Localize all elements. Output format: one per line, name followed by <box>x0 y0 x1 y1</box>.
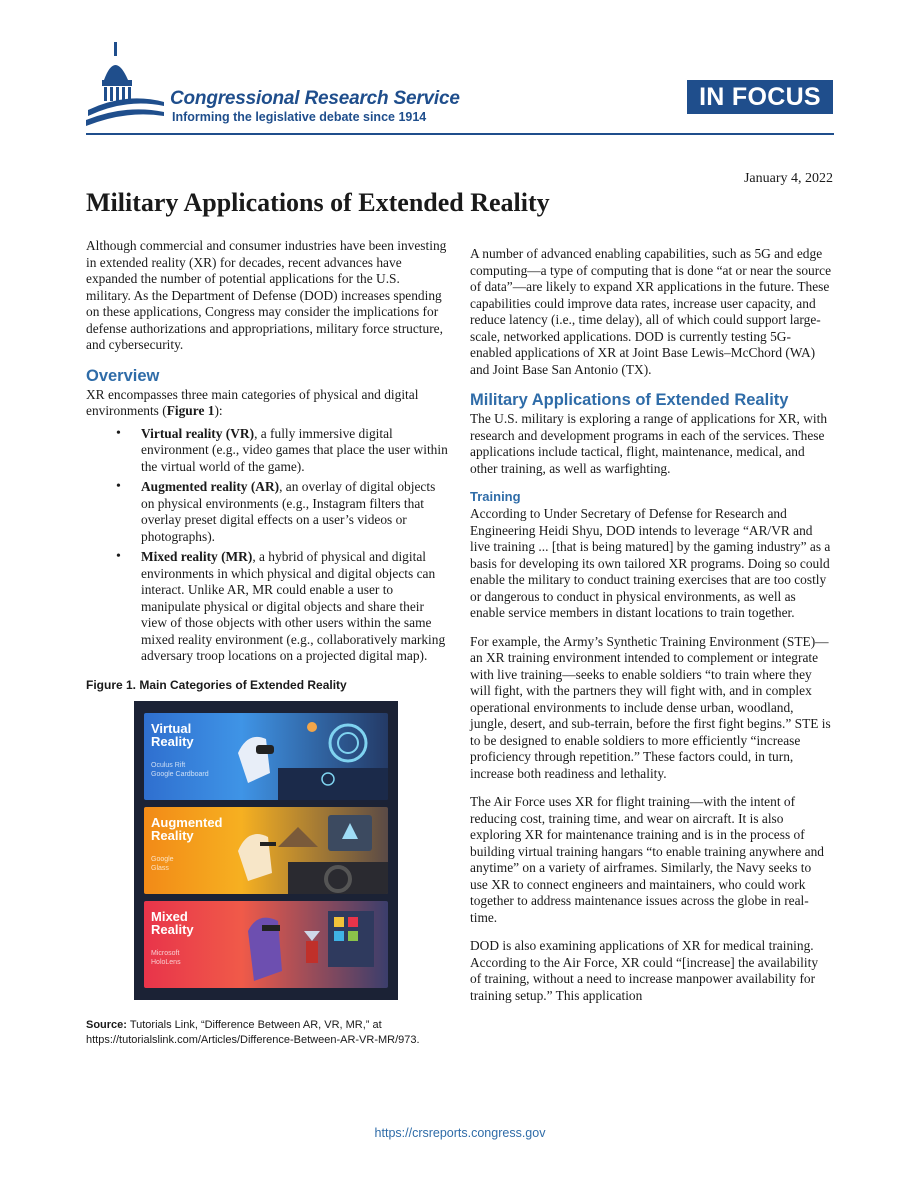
list-item: • Augmented reality (AR), an overlay of digital objects on physical environments (e.g., Instagram filters that overlay preset digital effects on a user’s videos or photographs). <box>86 479 448 545</box>
overview-paragraph: XR encompasses three main categories of physical and digital environments (Figure 1): <box>86 386 419 418</box>
in-focus-badge: IN FOCUS <box>687 80 833 114</box>
training-heading: Training <box>470 489 521 504</box>
left-column <box>86 238 448 1048</box>
org-name: Congressional Research Service <box>170 88 460 109</box>
publication-date: January 4, 2022 <box>743 171 833 186</box>
training-paragraph-2: For example, the Army’s Synthetic Training Environment (STE)—an XR training environment intended to complement or integrate with live training—seeks to enable soldiers “to train where they will fight, with the partners they will fight with, and in complex operational environments to include dense urban, woodland, jungle, desert, and sub-terrain, before the first fight begins.” STE is to be designed to enable soldiers to more efficiently “increase proficiency through repetition.” These factors could, in turn, increase both readiness and lethality. <box>470 633 831 781</box>
mr-illustration-icon <box>218 901 388 988</box>
ar-panel: Augmented Reality Google Glass <box>144 807 388 894</box>
vr-panel: Virtual Reality Oculus Rift Google Cardboard <box>144 713 388 800</box>
footer-url-link[interactable]: https://crsreports.congress.gov <box>374 1126 546 1140</box>
training-paragraph-3: The Air Force uses XR for flight training—with the intent of reducing cost, training time, and wear on aircraft. It is also exploring XR for maintenance training and is in the process of building virtual training hangars “to enable training anywhere and anytime” on a variety of airframes. Similarly, the Navy seeks to use XR to connect engineers and maintainers, who could work together to address maintenance issues across the globe in real-time. <box>470 794 824 925</box>
list-item: • Virtual reality (VR), a fully immersive digital environment (e.g., video games that place the user within the virtual world of the game). <box>86 426 448 476</box>
right-column <box>470 246 832 1016</box>
training-paragraph-4: DOD is also examining applications of XR for medical training. According to the Air Force, XR could “[increase] the availability of training, without a need to increase manpower availability for training setup.” This application <box>470 938 819 1003</box>
figure-source: Source: Tutorials Link, “Difference Between AR, VR, MR,” at https://tutorialslink.com/Articles/Difference-Between-AR-VR-MR/973. <box>86 1019 420 1046</box>
header-divider <box>86 133 834 135</box>
intro-paragraph: Although commercial and consumer industries have been investing in extended reality (XR) for decades, recent advances have expanded the number of potential applications for the U.S. military. As the Department of Defense (DOD) increases spending on these applications, Congress may consider the implications for defense authorizations and appropriations, military force structure, and cybersecurity. <box>86 238 447 352</box>
training-paragraph-1: According to Under Secretary of Defense for Research and Engineering Heidi Shyu, DOD intends to leverage “AR/VR and live training ... [that is being matured] by the gaming industry” as a basis for developing its own tailored XR programs. Doing so could enable the military to conduct training exercises that are too costly or dangerous to conduct in physical environments, as well as enable service members in distant locations to train together. <box>470 506 831 620</box>
crs-capitol-logo <box>86 40 166 130</box>
military-applications-heading: Military Applications of Extended Reality <box>470 391 789 409</box>
ar-illustration-icon <box>218 807 388 894</box>
overview-heading: Overview <box>86 366 160 385</box>
military-applications-paragraph: The U.S. military is exploring a range of applications for XR, with research and development programs in each of the services. These applications include tactical, flight, maintenance, medical, and other training, as well as warfighting. <box>470 411 828 476</box>
list-item: • Mixed reality (MR), a hybrid of physical and digital environments in which physical and digital objects can interact. Unlike AR, MR could enable a user to manipulate physical or digital objects and share their view of those objects with other users within the same mixed reality environment (e.g., collaboratively marking adversary troop locations on a projected digital map). <box>86 549 448 665</box>
vr-illustration-icon <box>218 713 388 800</box>
xr-categories-list <box>86 426 448 665</box>
mr-panel: Mixed Reality Microsoft HoloLens <box>144 901 388 988</box>
xr-categories-figure <box>134 701 398 1000</box>
document-title: Military Applications of Extended Reality <box>86 188 550 217</box>
enabling-capabilities-paragraph: A number of advanced enabling capabilities, such as 5G and edge computing—a type of computing that is done “at or near the source of data”—are likely to expand XR applications in the future. These capabilities could improve data rates, increase user capacity, and reduce latency (i.e., time delay), all of which could support large-scale, networked applications. DOD is currently testing 5G-enabled applications of XR at Joint Base Lewis–McChord (WA) and Joint Base San Antonio (TX). <box>470 246 832 377</box>
figure-reference: Figure 1 <box>166 403 215 418</box>
figure-caption: Figure 1. Main Categories of Extended Reality <box>86 677 347 692</box>
org-tagline: Informing the legislative debate since 1914 <box>172 110 427 124</box>
